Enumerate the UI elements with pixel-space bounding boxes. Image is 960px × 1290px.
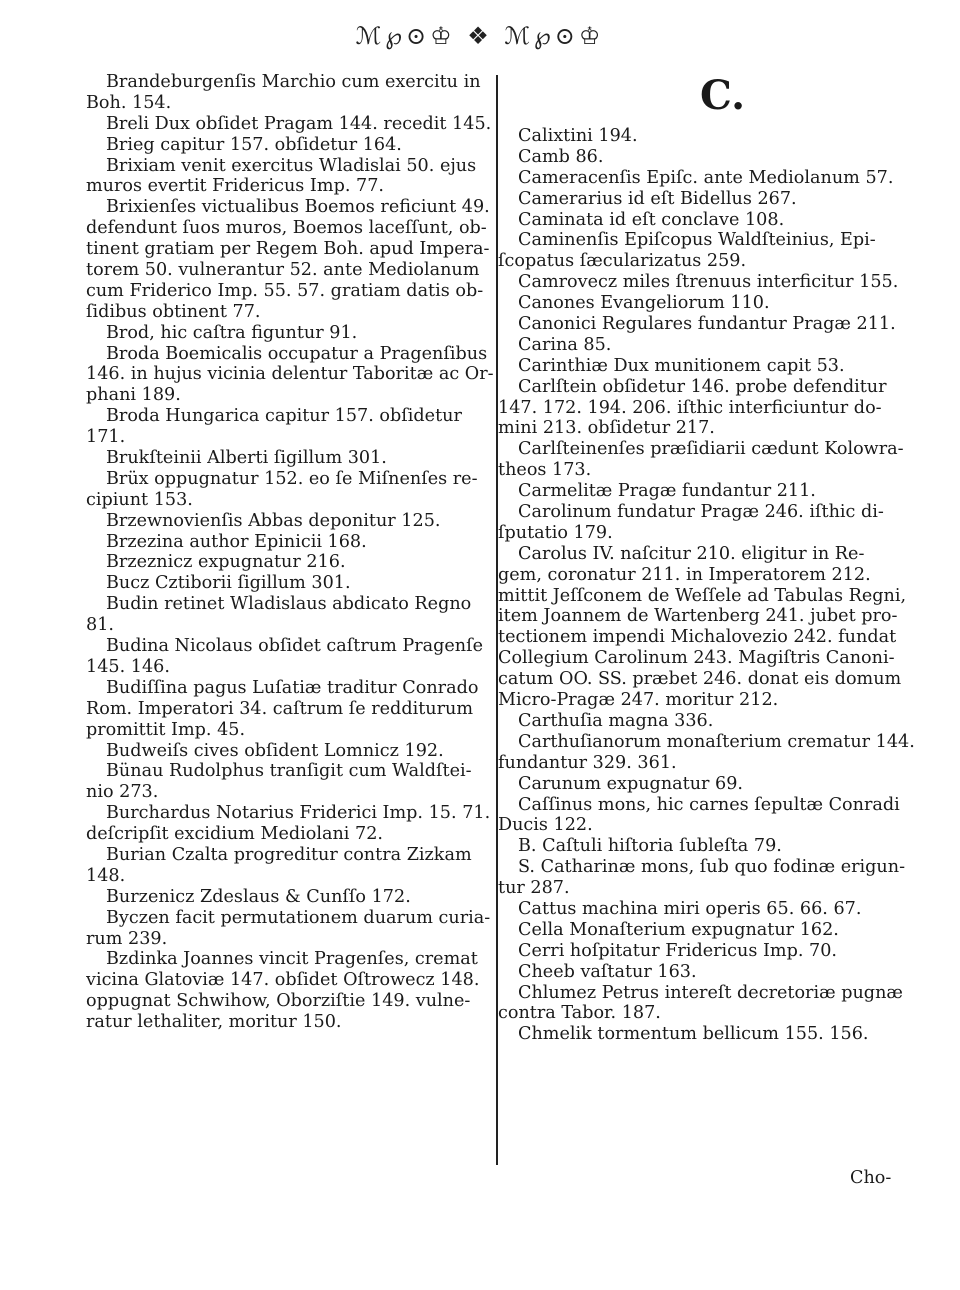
right-column bbox=[498, 126, 932, 1045]
index-line: gem, coronatur 211. in Imperatorem 212. bbox=[498, 564, 871, 585]
index-line: Brixienſes victualibus Boemos reficiunt 49. bbox=[106, 197, 490, 218]
index-line: oppugnat Schwihow, Oborziſtie 149. vulne- bbox=[86, 991, 471, 1012]
left-column bbox=[86, 72, 496, 1033]
index-line: Chlumez Petrus intereſt decretoriæ pugnæ bbox=[518, 982, 903, 1003]
index-line: Carinthiæ Dux munitionem capit 53. bbox=[518, 355, 845, 376]
index-line: catum OO. SS. præbet 246. donat eis domum bbox=[498, 669, 902, 690]
index-line: ſcopatus ſæcularizatus 259. bbox=[498, 251, 747, 272]
index-line: cum Friderico Imp. 55. 57. gratiam datis ob- bbox=[86, 280, 484, 301]
index-line: deſcripſit excidium Mediolani 72. bbox=[86, 824, 384, 845]
index-line: mini 213. obſidetur 217. bbox=[498, 418, 715, 439]
index-line: item Joannem de Wartenberg 241. jubet pro- bbox=[498, 606, 898, 627]
index-line: Brzewnovienſis Abbas deponitur 125. bbox=[106, 510, 441, 531]
index-line: theos 173. bbox=[498, 460, 592, 481]
index-line: contra Tabor. 187. bbox=[498, 1003, 661, 1024]
index-line: promittit Imp. 45. bbox=[86, 719, 246, 740]
index-line: ratur lethaliter, moritur 150. bbox=[86, 1012, 342, 1033]
index-line: Carmelitæ Pragæ fundantur 211. bbox=[518, 481, 816, 502]
index-line: B. Caſtuli hiſtoria ſubleſta 79. bbox=[518, 836, 782, 857]
index-line: Canonici Regulares fundantur Pragæ 211. bbox=[518, 314, 896, 335]
index-line: 148. bbox=[86, 865, 126, 886]
index-line: Carolinum fundatur Pragæ 246. iſthic di- bbox=[518, 502, 884, 523]
index-line: 147. 172. 194. 206. iſthic interficiuntur do- bbox=[498, 397, 882, 418]
index-line: fundantur 329. 361. bbox=[498, 752, 677, 773]
index-line: rum 239. bbox=[86, 928, 168, 949]
index-line: mittit Jeſſconem de Weſſele ad Tabulas Regni, bbox=[498, 585, 907, 606]
index-line: Brixiam venit exercitus Wladislai 50. ejus bbox=[106, 155, 477, 176]
index-line: Brod, hic caſtra figuntur 91. bbox=[106, 322, 358, 343]
index-line: Brieg capitur 157. obſidetur 164. bbox=[106, 134, 402, 155]
index-line: Brukſteinii Alberti ſigillum 301. bbox=[106, 448, 387, 469]
index-line: Burian Czalta progreditur contra Zizkam bbox=[106, 844, 472, 865]
index-line: Micro-Pragæ 247. moritur 212. bbox=[498, 690, 779, 711]
index-line: Cella Monaſterium expugnatur 162. bbox=[518, 919, 839, 940]
index-line: Camerarius id eſt Bidellus 267. bbox=[518, 188, 797, 209]
index-line: Cerri hoſpitatur Fridericus Imp. 70. bbox=[518, 940, 838, 961]
index-line: Boh. 154. bbox=[86, 92, 172, 113]
index-line: Brzeznicz expugnatur 216. bbox=[106, 552, 346, 573]
index-line: Camb 86. bbox=[518, 146, 604, 167]
index-line: Caſſinus mons, hic carnes ſepultæ Conradi bbox=[518, 794, 900, 815]
index-line: Cattus machina miri operis 65. 66. 67. bbox=[518, 898, 862, 919]
index-line: Bucz Cztiborii ſigillum 301. bbox=[106, 573, 351, 594]
index-line: 171. bbox=[86, 427, 126, 448]
index-line: Breli Dux obſidet Pragam 144. recedit 145. bbox=[106, 113, 492, 134]
index-line: cipiunt 153. bbox=[86, 489, 193, 510]
index-line: 146. in hujus vicinia delentur Taboritæ ac Or- bbox=[86, 364, 494, 385]
index-line: Caminenſis Epiſcopus Waldſteinius, Epi- bbox=[518, 230, 876, 251]
index-line: Carunum expugnatur 69. bbox=[518, 773, 744, 794]
index-line: Chmelik tormentum bellicum 155. 156. bbox=[518, 1024, 869, 1045]
index-line: Burzenicz Zdeslaus & Cunſſo 172. bbox=[106, 886, 411, 907]
index-line: Budiſſina pagus Luſatiæ traditur Conrado bbox=[106, 677, 479, 698]
index-line: Bünau Rudolphus tranſigit cum Waldſtei- bbox=[106, 761, 472, 782]
catchword: Cho- bbox=[850, 1168, 892, 1188]
index-line: Byczen facit permutationem duarum curia- bbox=[106, 907, 491, 928]
index-line: Carolus IV. naſcitur 210. eligitur in Re- bbox=[518, 543, 865, 564]
index-line: Budina Nicolaus obſidet caſtrum Pragenſe bbox=[106, 636, 484, 657]
header-ornament: ℳ℘⊙♔ ❖ ℳ℘⊙♔ bbox=[355, 22, 605, 50]
index-line: 145. 146. bbox=[86, 656, 170, 677]
index-line: 81. bbox=[86, 615, 114, 636]
index-line: Camrovecz miles ſtrenuus interficitur 155. bbox=[518, 272, 899, 293]
index-line: Calixtini 194. bbox=[518, 126, 638, 146]
index-line: ſputatio 179. bbox=[498, 522, 613, 543]
index-line: Broda Hungarica capitur 157. obſidetur bbox=[106, 406, 462, 427]
index-line: defendunt ſuos muros, Boemos laceſſunt, ob- bbox=[86, 218, 487, 239]
index-line: Broda Boemicalis occupatur a Pragenſibus bbox=[106, 343, 488, 364]
index-line: S. Catharinæ mons, ſub quo fodinæ erigun- bbox=[518, 857, 906, 878]
index-line: Collegium Carolinum 243. Magiſtris Canoni- bbox=[498, 648, 895, 669]
index-line: Cheeb vaſtatur 163. bbox=[518, 961, 697, 982]
index-line: vicina Glatoviæ 147. obſidet Oſtrowecz 148. bbox=[86, 970, 480, 991]
index-line: Carthuſia magna 336. bbox=[518, 710, 714, 731]
index-line: Carina 85. bbox=[518, 334, 612, 355]
index-line: tur 287. bbox=[498, 878, 570, 899]
index-line: Rom. Imperatori 34. caſtrum ſe redditurum bbox=[86, 698, 474, 719]
index-line: Carthuſianorum monaſterium crematur 144. bbox=[518, 731, 915, 752]
index-line: Bzdinka Joannes vincit Pragenſes, cremat bbox=[106, 949, 478, 970]
index-line: Canones Evangeliorum 110. bbox=[518, 293, 770, 314]
index-line: Carlſteinenſes præſidiarii cædunt Kolowra- bbox=[518, 439, 904, 460]
index-line: nio 273. bbox=[86, 782, 159, 803]
index-line: tectionem impendi Michalovezio 242. fundat bbox=[498, 627, 897, 648]
index-line: tinent gratiam per Regem Boh. apud Impera- bbox=[86, 239, 490, 260]
index-line: phani 189. bbox=[86, 385, 181, 406]
index-line: Budin retinet Wladislaus abdicato Regno bbox=[106, 594, 472, 615]
index-line: Cameracenſis Epiſc. ante Mediolanum 57. bbox=[518, 167, 894, 188]
index-line: Ducis 122. bbox=[498, 815, 593, 836]
index-line: Burchardus Notarius Friderici Imp. 15. 71. bbox=[106, 803, 491, 824]
index-line: Budweiſs cives obſident Lomnicz 192. bbox=[106, 740, 444, 761]
index-line: Brzezina author Epinicii 168. bbox=[106, 531, 367, 552]
index-line: Brüx oppugnatur 152. eo ſe Miſnenſes re- bbox=[106, 468, 478, 489]
index-line: Brandeburgenſis Marchio cum exercitu in bbox=[106, 72, 481, 92]
index-line: muros evertit Fridericus Imp. 77. bbox=[86, 176, 384, 197]
index-line: ſidibus obtinent 77. bbox=[86, 301, 261, 322]
index-line: torem 50. vulnerantur 52. ante Mediolanum bbox=[86, 260, 480, 281]
index-line: Caminata id eſt conclave 108. bbox=[518, 209, 785, 230]
index-line: Carlſtein obſidetur 146. probe defenditur bbox=[518, 376, 887, 397]
section-letter-heading: C. bbox=[700, 72, 746, 119]
